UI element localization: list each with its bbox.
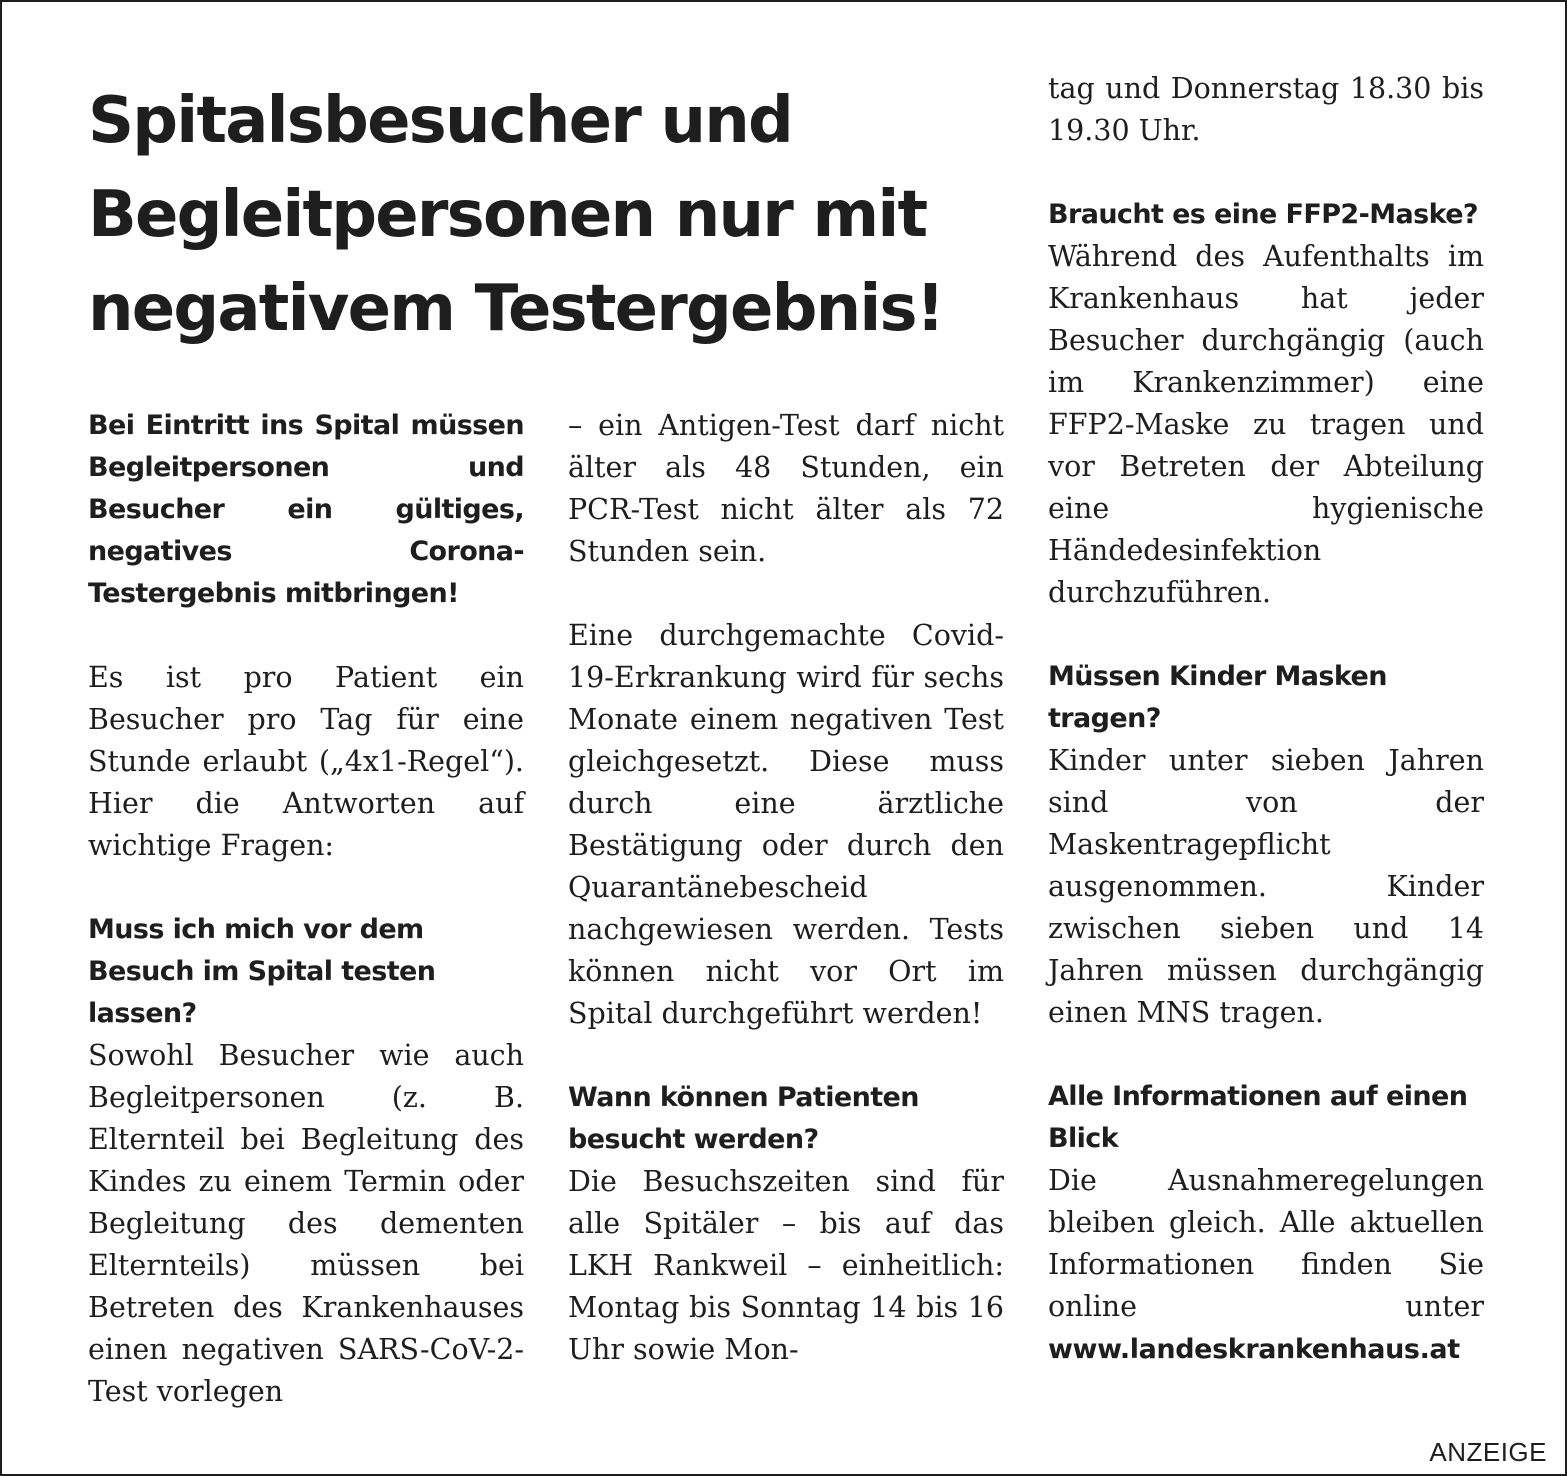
answer-visiting-hours-continued: tag und Donnerstag 18.30 bis 19.30 Uhr.: [1048, 72, 1484, 147]
column-1: [88, 405, 524, 1413]
advertisement-label: ANZEIGE: [1429, 1437, 1547, 1467]
website-link[interactable]: www.landeskrankenhaus.at: [1048, 1334, 1460, 1365]
answer-all-info: [1048, 1160, 1484, 1371]
headline: Spitalsbesucher und Begleitpersonen nur mit negativem Testergebnis!: [88, 84, 944, 346]
question-heading-visiting-hours: Wann können Patienten besucht werden?: [568, 1082, 919, 1155]
answer-all-info-text: Die Ausnahmeregelungen bleiben gleich. Alle aktuellen Informationen finden Sie online unter: [1048, 1164, 1484, 1323]
intro-paragraph: Es ist pro Patient ein Besucher pro Tag für eine Stunde erlaubt („4x1-Regel“). Hier die Antworten auf wichtige Fragen:: [88, 661, 524, 862]
column-3: [1048, 68, 1484, 1371]
column-2: [568, 405, 1004, 1371]
lead-paragraph: Bei Eintritt ins Spital müssen Begleitpersonen und Besucher ein gültiges, negatives Corona-Testergebnis mitbringen!: [88, 410, 524, 609]
answer-test-continued: – ein Antigen-Test darf nicht älter als 48 Stunden, ein PCR-Test nicht älter als 72 Stunden sein.: [568, 409, 1004, 568]
covid-paragraph: Eine durchgemachte Covid-19-Erkrankung wird für sechs Monate einem negativen Test gleichgesetzt. Diese muss durch eine ärztliche Bestätigung oder durch den Quarantänebescheid nachgewiesen werden. Tests können nicht vor Ort im Spital durchgeführt werden!: [568, 619, 1004, 1030]
question-heading-children-masks: Müssen Kinder Masken tragen?: [1048, 661, 1387, 734]
answer-test: Sowohl Besucher wie auch Begleitpersonen (z. B. Elternteil bei Begleitung des Kindes zu einem Termin oder Begleitung des dementen Elternteils) müssen bei Betreten des Krankenhauses einen negativen SARS-CoV-2-Test vorlegen: [88, 1039, 524, 1408]
answer-visiting-hours: Die Besuchszeiten sind für alle Spitäler – bis auf das LKH Rankweil – einheitlich: Montag bis Sonntag 14 bis 16 Uhr sowie Mon-: [568, 1165, 1004, 1366]
question-heading-test: Muss ich mich vor dem Besuch im Spital testen lassen?: [88, 914, 436, 1029]
question-heading-ffp2: Braucht es eine FFP2-Maske?: [1048, 199, 1478, 230]
answer-children-masks: Kinder unter sieben Jahren sind von der Maskentragepflicht ausgenommen. Kinder zwischen sieben und 14 Jahren müssen durchgängig einen MNS tragen.: [1048, 744, 1484, 1029]
question-heading-all-info: Alle Informationen auf einen Blick: [1048, 1081, 1468, 1154]
answer-ffp2: Während des Aufenthalts im Krankenhaus hat jeder Besucher durchgängig (auch im Krankenzimmer) eine FFP2-Maske zu tragen und vor Betreten der Abteilung eine hygienische Händedesinfektion durchzuführen.: [1048, 240, 1484, 609]
